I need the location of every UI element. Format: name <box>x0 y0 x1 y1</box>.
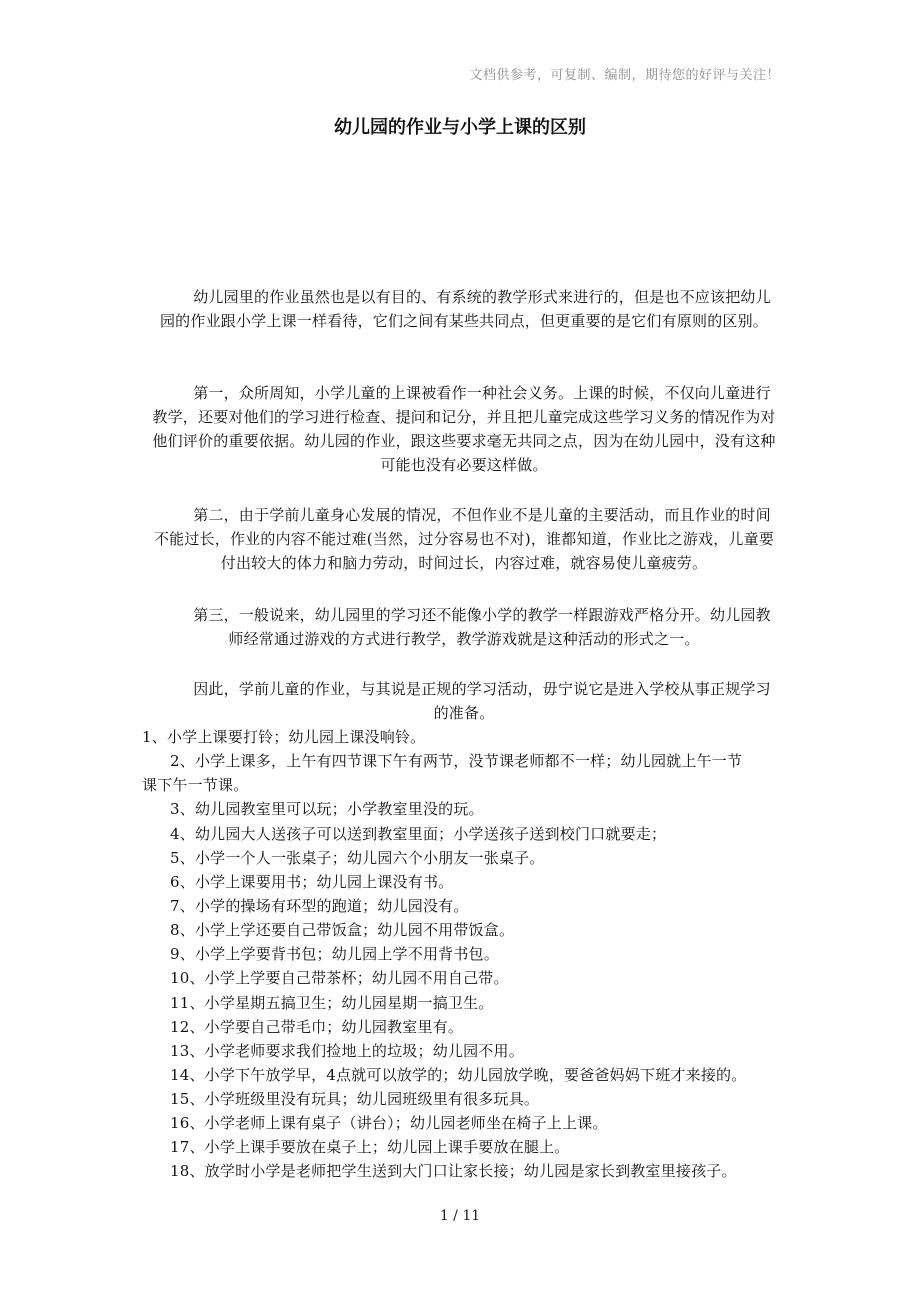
document-title: 幼儿园的作业与小学上课的区别 <box>334 117 586 138</box>
list-item: 17、小学上课手要放在桌子上；幼儿园上课手要放在腿上。 <box>170 1138 570 1156</box>
list-item: 8、小学上学还要自己带饭盒；幼儿园不用带饭盒。 <box>170 921 515 939</box>
list-item: 7、小学的操场有环型的跑道；幼儿园没有。 <box>170 897 469 915</box>
list-item: 9、小学上学要背书包；幼儿园上学不用背书包。 <box>170 945 499 963</box>
list-item: 1、小学上课要打铃；幼儿园上课没响铃。 <box>142 728 426 746</box>
list-item-continued: 课下午一节课。 <box>142 776 249 794</box>
paragraph-first: 第一，众所周知，小学儿童的上课被看作一种社会义务。上课的时候，不仅向儿童进行教学，还要对他们的学习进行检查、提问和记分，并且把儿童完成这些学习义务的情况作为对他们评价的重要依据。幼儿园的作业，跟这些要求毫无共同之点，因为在幼儿园中，没有这种可能也没有必要这样做。 <box>152 384 776 474</box>
list-item: 15、小学班级里没有玩具；幼儿园班级里有很多玩具。 <box>170 1090 540 1108</box>
paragraph-third: 第三，一般说来，幼儿园里的学习还不能像小学的教学一样跟游戏严格分开。幼儿园教师经常通过游戏的方式进行教学，教学游戏就是这种活动的形式之一。 <box>193 606 771 648</box>
paragraph-intro: 幼儿园里的作业虽然也是以有目的、有系统的教学形式来进行的，但是也不应该把幼儿园的作业跟小学上课一样看待，它们之间有某些共同点，但更重要的是它们有原则的区别。 <box>159 288 771 330</box>
list-item: 5、小学一个人一张桌子；幼儿园六个小朋友一张桌子。 <box>170 849 545 867</box>
list-item: 11、小学星期五搞卫生；幼儿园星期一搞卫生。 <box>170 994 494 1012</box>
list-item: 4、幼儿园大人送孩子可以送到教室里面；小学送孩子送到校门口就要走； <box>170 825 667 843</box>
list-item: 3、幼儿园教室里可以玩；小学教室里没的玩。 <box>170 800 484 818</box>
list-item: 10、小学上学要自己带茶杯；幼儿园不用自己带。 <box>170 969 509 987</box>
list-item: 16、小学老师上课有桌子（讲台）；幼儿园老师坐在椅子上上课。 <box>170 1114 608 1132</box>
list-item: 14、小学下午放学早，4点就可以放学的；幼儿园放学晚，要爸爸妈妈下班才来接的。 <box>170 1066 747 1084</box>
list-item: 6、小学上课要用书；幼儿园上课没有书。 <box>170 873 454 891</box>
list-item: 2、小学上课多，上午有四节课下午有两节，没节课老师都不一样；幼儿园就上午一节 <box>170 752 743 770</box>
list-item: 18、放学时小学是老师把学生送到大门口让家长接；幼儿园是家长到教室里接孩子。 <box>170 1162 737 1180</box>
header-note: 文档供参考，可复制、编制，期待您的好评与关注！ <box>469 68 780 83</box>
list-item: 13、小学老师要求我们捡地上的垃圾；幼儿园不用。 <box>170 1042 524 1060</box>
page-indicator: 1 / 11 <box>439 1208 481 1224</box>
paragraph-second: 第二，由于学前儿童身心发展的情况，不但作业不是儿童的主要活动，而且作业的时间不能过长，作业的内容不能过难(当然，过分容易也不对)，谁都知道，作业比之游戏，儿童要付出较大的体力和脑力劳动，时间过长，内容过难，就容易使儿童疲劳。 <box>153 506 775 572</box>
paragraph-conclusion: 因此，学前儿童的作业，与其说是正规的学习活动，毋宁说它是进入学校从事正规学习的准备。 <box>193 680 771 722</box>
list-item: 12、小学要自己带毛巾；幼儿园教室里有。 <box>170 1018 464 1036</box>
